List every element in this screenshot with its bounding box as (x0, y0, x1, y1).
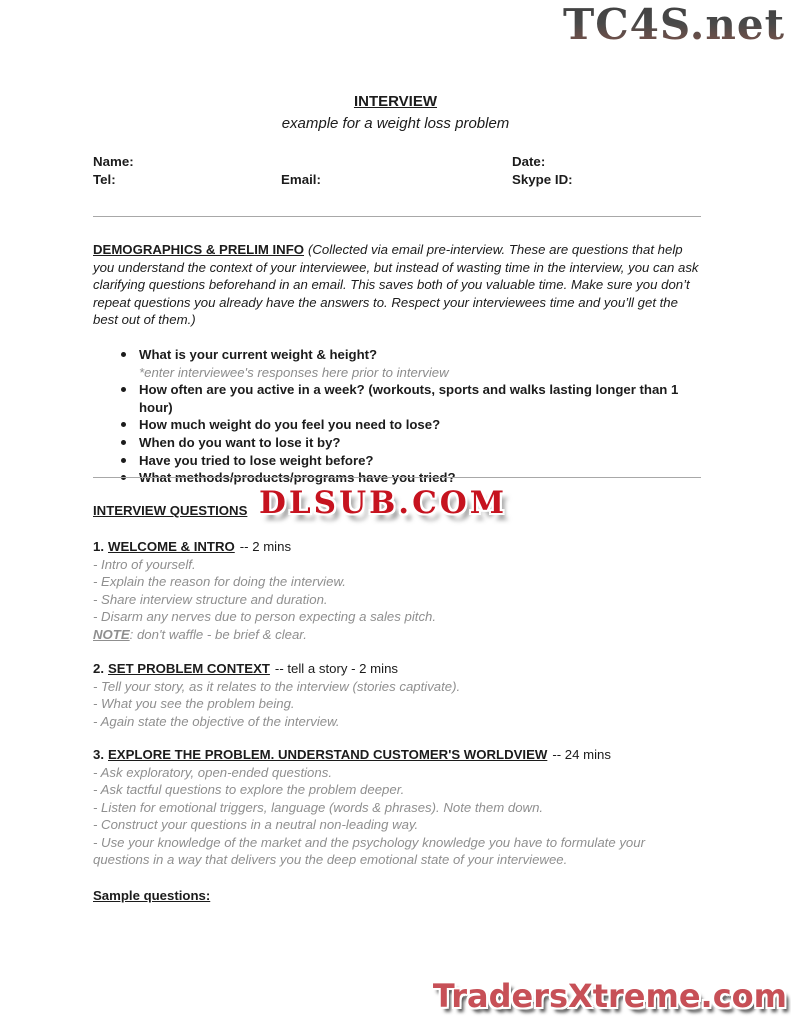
demographics-heading: DEMOGRAPHICS & PRELIM INFO (93, 242, 305, 257)
bullet-note: *enter interviewee's responses here prior to interview (139, 364, 449, 380)
note-label: NOTE (93, 626, 130, 642)
bullet-icon (121, 422, 126, 427)
bullet-label: How much weight do you feel you need to lose? (139, 417, 441, 433)
section-line: - What you see the problem being. (93, 696, 295, 711)
section-heading (93, 746, 705, 764)
section-title: WELCOME & INTRO (108, 539, 235, 554)
list-item (121, 346, 706, 364)
section-title: EXPLORE THE PROBLEM. UNDERSTAND CUSTOMER'S WORLDVIEW (108, 747, 548, 762)
section-line: - Tell your story, as it relates to the interview (stories captivate). (93, 678, 461, 694)
page-subtitle: example for a weight loss problem (281, 115, 510, 132)
section-note (93, 626, 705, 644)
sample-questions-heading: Sample questions: (93, 888, 211, 903)
demographics-intro: (Collected via email pre-interview. These are questions that help you understand the context of your interviewee, but instead of wasting time in the interview, you can ask clarifying questions beforehand in an email. This saves both of you valuable time. Make sure you don’t repeat questions you already have the answers to. Respect your interviewees time and you’ll get the best out of them.) (93, 242, 699, 327)
skype-field-label: Skype ID: (512, 172, 573, 187)
tc4s-watermark-logo: TC4S.net (562, 0, 785, 49)
section-divider (93, 477, 701, 478)
demographics-section (93, 241, 705, 329)
date-field-label: Date: (512, 154, 546, 169)
section-line: - Explain the reason for doing the interview. (93, 574, 346, 589)
section-heading (93, 660, 705, 678)
section-line: - Use your knowledge of the market and the psychology knowledge you have to formulate your questions in a way that delivers you the deep emotional state of your interviewee. (93, 834, 645, 867)
section-explore-problem (93, 746, 705, 869)
list-item (121, 452, 706, 470)
section-duration: -- 24 mins (552, 747, 611, 762)
section-line: - Intro of yourself. (93, 556, 196, 572)
section-line: - Disarm any nerves due to person expecting a sales pitch. (93, 609, 437, 624)
bullet-label: What is your current weight & height? (139, 347, 378, 362)
section-set-problem-context (93, 660, 705, 730)
name-field-label: Name: (93, 154, 134, 169)
bullet-icon (121, 352, 126, 357)
section-line: - Again state the objective of the interview. (93, 713, 340, 729)
list-item (121, 434, 706, 452)
section-line: - Share interview structure and duration. (93, 591, 328, 607)
dlsub-watermark-logo: DLSUB.COM (259, 485, 508, 521)
bullet-label: How often are you active in a week? (workouts, sports and walks lasting longer than 1 hour) (139, 382, 679, 415)
note-text: : don't waffle - be brief & clear. (129, 626, 307, 642)
bullet-label: Have you tried to lose weight before? (139, 452, 374, 468)
section-title: SET PROBLEM CONTEXT (108, 661, 270, 676)
section-line: - Ask exploratory, open-ended questions. (93, 764, 332, 780)
tradersxtreme-watermark-logo: TradersXtreme.com (432, 977, 787, 1015)
section-heading (93, 538, 705, 556)
section-line: - Construct your questions in a neutral non-leading way. (93, 817, 419, 832)
bullet-icon (121, 387, 126, 392)
section-number: 2. (93, 661, 104, 676)
bullet-label: What methods/products/programs have you tried? (139, 470, 456, 486)
section-welcome-intro (93, 538, 705, 643)
page-title: INTERVIEW (353, 93, 438, 110)
section-number: 1. (93, 539, 104, 554)
section-line: - Ask tactful questions to explore the problem deeper. (93, 782, 405, 797)
list-item (121, 416, 706, 434)
tel-field-label: Tel: (93, 172, 116, 187)
demographics-bullet-list (121, 346, 706, 487)
section-line: - Listen for emotional triggers, language (words & phrases). Note them down. (93, 799, 544, 815)
section-duration: -- tell a story - 2 mins (274, 661, 399, 676)
bullet-icon (121, 440, 126, 445)
list-item (121, 381, 706, 416)
email-field-label: Email: (281, 172, 321, 187)
section-divider (93, 216, 701, 217)
interview-questions-heading: INTERVIEW QUESTIONS (93, 503, 248, 518)
section-duration: -- 2 mins (239, 539, 292, 554)
bullet-label: When do you want to lose it by? (139, 434, 341, 450)
bullet-icon (121, 458, 126, 463)
section-number: 3. (93, 747, 104, 762)
